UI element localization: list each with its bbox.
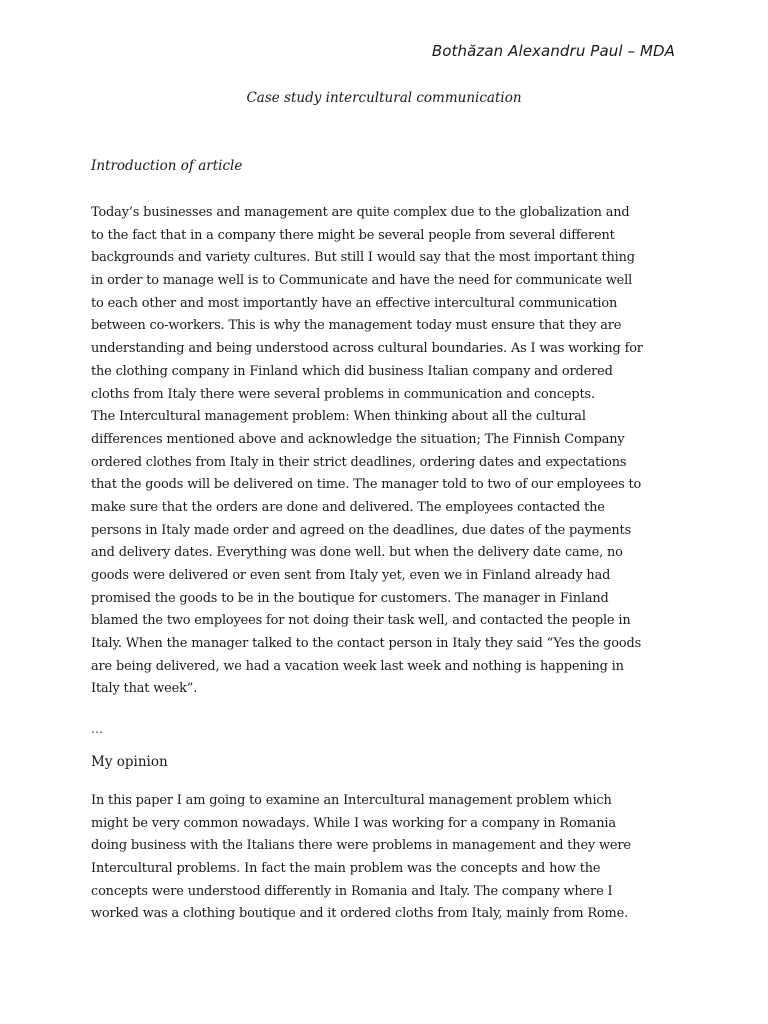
paragraph-line: worked was a clothing boutique and it ordered cloths from Italy, mainly from Rome. xyxy=(91,906,629,922)
paragraph-line: to the fact that in a company there might be several people from several different xyxy=(91,227,615,243)
paragraph-line: the clothing company in Finland which did business Italian company and ordered xyxy=(91,363,613,379)
intro-paragraph xyxy=(91,202,691,701)
paragraph-line: and delivery dates. Everything was done well. but when the delivery date came, no xyxy=(91,545,623,561)
paragraph-line: Italy that week”. xyxy=(91,681,198,697)
paragraph-line: blamed the two employees for not doing their task well, and contacted the people in xyxy=(91,613,631,629)
paragraph-line: goods were delivered or even sent from Italy yet, even we in Finland already had xyxy=(91,568,611,583)
opinion-heading: My opinion xyxy=(91,754,168,770)
paragraph-line: The Intercultural management problem: When thinking about all the cultural xyxy=(91,409,586,425)
paragraph-line: Intercultural problems. In fact the main problem was the concepts and how the xyxy=(91,861,601,877)
paragraph-line: Italy. When the manager talked to the contact person in Italy they said “Yes the goods xyxy=(91,636,642,652)
author-line: Bothăzan Alexandru Paul – MDA xyxy=(431,42,675,60)
paragraph-line: backgrounds and variety cultures. But still I would say that the most important thing xyxy=(91,250,635,266)
paragraph-line: ordered clothes from Italy in their strict deadlines, ordering dates and expectations xyxy=(91,454,627,470)
paragraph-line: concepts were understood differently in Romania and Italy. The company where I xyxy=(91,883,613,899)
opinion-paragraph xyxy=(91,790,691,926)
paragraph-line: to each other and most importantly have an effective intercultural communication xyxy=(91,295,618,311)
paragraph-line: might be very common nowadays. While I was working for a company in Romania xyxy=(91,815,616,831)
paragraph-line: make sure that the orders are done and delivered. The employees contacted the xyxy=(91,499,605,515)
paragraph-line: doing business with the Italians there were problems in management and they were xyxy=(91,838,631,854)
intro-heading: Introduction of article xyxy=(91,158,243,174)
paragraph-line: between co-workers. This is why the management today must ensure that they are xyxy=(91,318,622,334)
paragraph-line: In this paper I am going to examine an Intercultural management problem which xyxy=(91,793,612,808)
paragraph-line: understanding and being understood across cultural boundaries. As I was working for xyxy=(91,341,643,357)
paragraph-line: persons in Italy made order and agreed on the deadlines, due dates of the payments xyxy=(91,522,632,538)
document-title: Case study intercultural communication xyxy=(246,90,522,106)
paragraph-line: differences mentioned above and acknowledge the situation; The Finnish Company xyxy=(91,431,625,447)
paragraph-line: that the goods will be delivered on time. The manager told to two of our employees to xyxy=(91,477,642,493)
section-separator: … xyxy=(91,722,103,736)
paragraph-line: are being delivered, we had a vacation week last week and nothing is happening in xyxy=(91,658,624,674)
paragraph-line: cloths from Italy there were several problems in communication and concepts. xyxy=(91,386,595,402)
paragraph-line: in order to manage well is to Communicate and have the need for communicate well xyxy=(91,273,633,289)
paragraph-line: Today’s businesses and management are quite complex due to the globalization and xyxy=(91,205,630,220)
paragraph-line: promised the goods to be in the boutique for customers. The manager in Finland xyxy=(91,590,609,606)
